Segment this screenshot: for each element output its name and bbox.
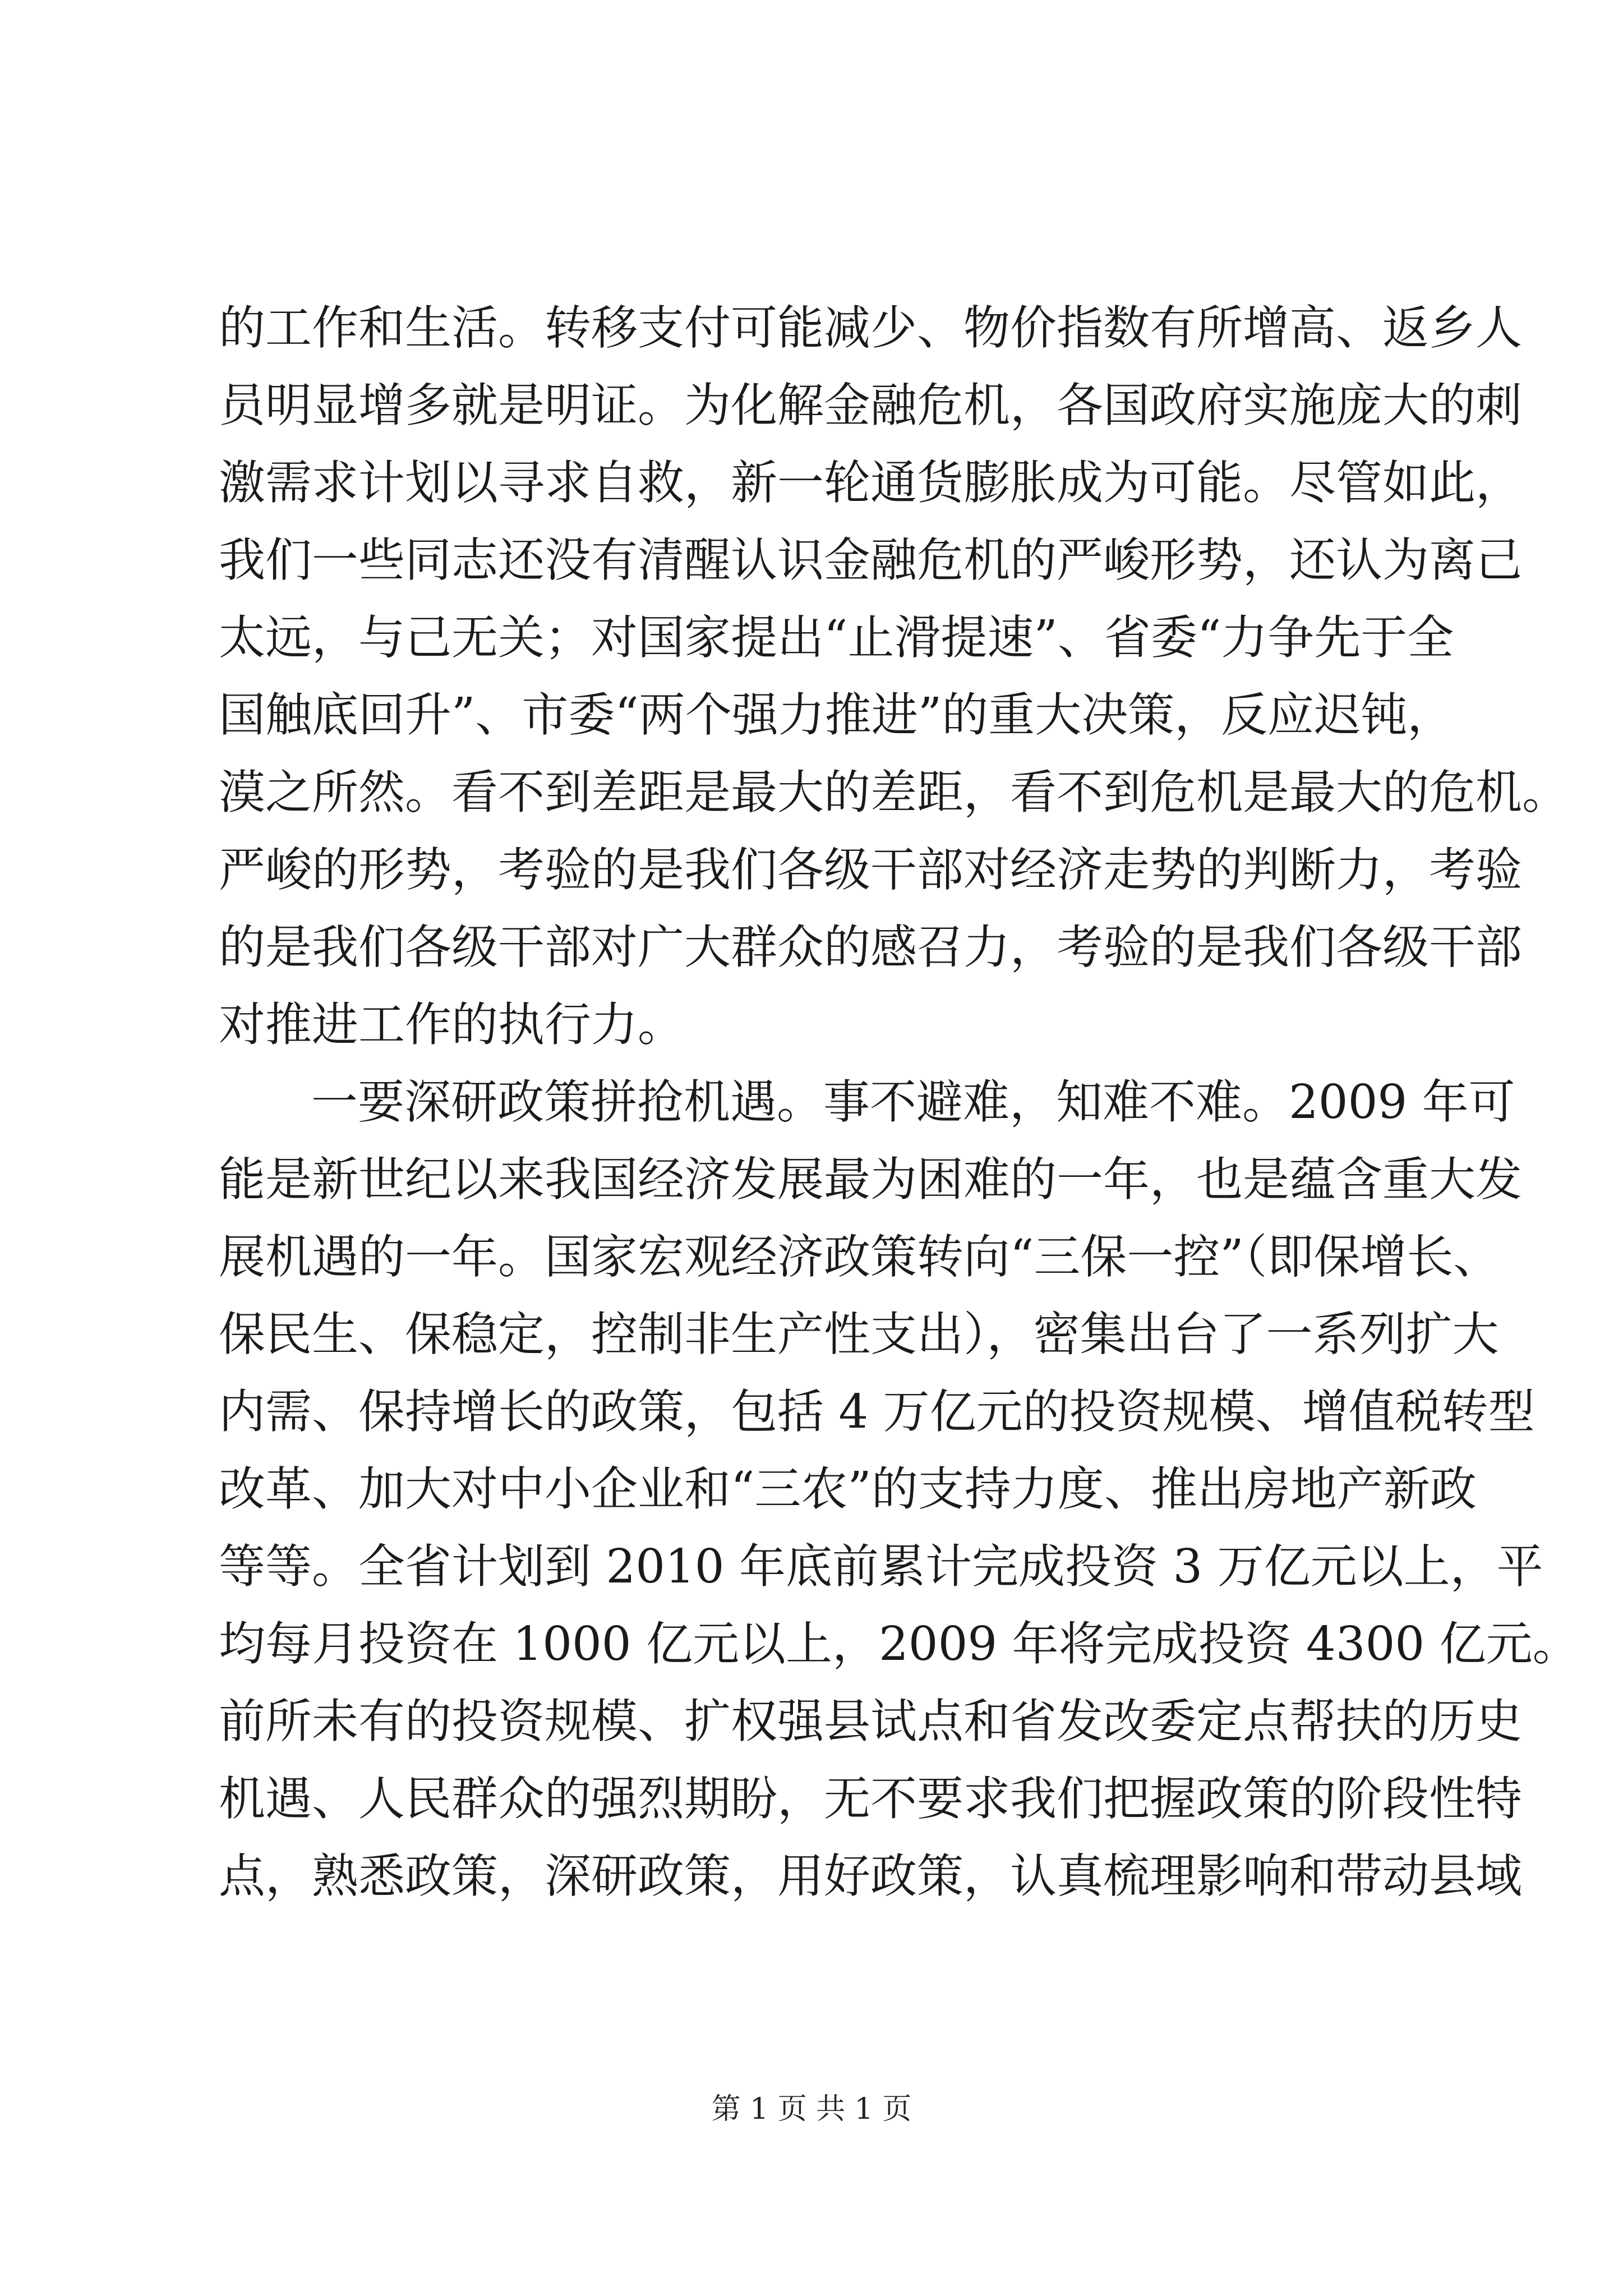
text-line: 等等。全省计划到 2010 年底前累计完成投资 3 万亿元以上，平 — [219, 1539, 1543, 1594]
text-line: 的工作和生活。转移支付可能减少、物价指数有所增高、返乡人 — [219, 301, 1522, 355]
text-line: 的是我们各级干部对广大群众的感召力，考验的是我们各级干部 — [219, 920, 1522, 974]
text-line: 前所未有的投资规模、扩权强县试点和省发改委定点帮扶的历史 — [219, 1694, 1522, 1749]
paragraph-first-line: 一要深研政策拼抢机遇。事不避难，知难不难。2009 年可 — [311, 1075, 1515, 1129]
page-footer — [0, 2090, 1623, 2129]
text-line: 太远，与己无关；对国家提出“止滑提速”、省委“力争先于全 — [219, 610, 1454, 665]
text-line: 国触底回升”、市委“两个强力推进”的重大决策，反应迟钝， — [219, 688, 1454, 742]
text-line: 内需、保持增长的政策，包括 4 万亿元的投资规模、增值税转型 — [219, 1384, 1535, 1439]
text-line: 对推进工作的执行力。 — [219, 997, 684, 1052]
text-line: 漠之所然。看不到差距是最大的差距，看不到危机是最大的危机。 — [219, 765, 1569, 820]
text-line: 保民生、保稳定，控制非生产性支出），密集出台了一系列扩大 — [219, 1307, 1499, 1361]
text-line: 机遇、人民群众的强烈期盼，无不要求我们把握政策的阶段性特 — [219, 1772, 1522, 1826]
text-line: 我们一些同志还没有清醒认识金融危机的严峻形势，还认为离己 — [219, 533, 1522, 587]
text-line: 展机遇的一年。国家宏观经济政策转向“三保一控”（即保增长、 — [219, 1230, 1500, 1284]
text-line: 改革、加大对中小企业和“三农”的支持力度、推出房地产新政 — [219, 1462, 1477, 1516]
text-line: 员明显增多就是明证。为化解金融危机，各国政府实施庞大的刺 — [219, 378, 1522, 432]
page-number-label: 第 1 页 共 1 页 — [711, 2092, 912, 2126]
text-line: 能是新世纪以来我国经济发展最为困难的一年，也是蕴含重大发 — [219, 1152, 1522, 1207]
text-line: 严峻的形势，考验的是我们各级干部对经济走势的判断力，考验 — [219, 843, 1522, 897]
text-line: 激需求计划以寻求自救，新一轮通货膨胀成为可能。尽管如此， — [219, 455, 1522, 510]
text-line: 点，熟悉政策，深研政策，用好政策，认真梳理影响和带动县域 — [219, 1849, 1522, 1903]
text-line: 均每月投资在 1000 亿元以上，2009 年将完成投资 4300 亿元。 — [219, 1617, 1579, 1671]
